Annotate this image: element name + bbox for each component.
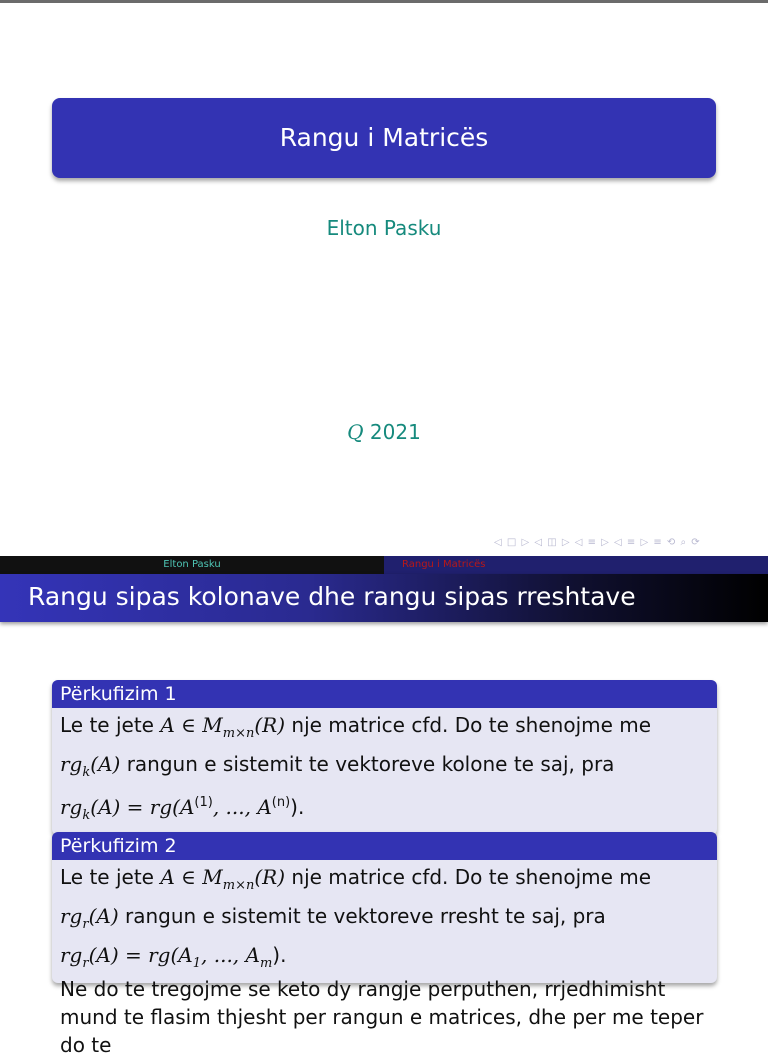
- def2-line2: $rg_r(A)$ rangun e sistemit te vektoreve rresht te saj, pra: [60, 904, 606, 932]
- frame-title: Rangu sipas kolonave dhe rangu sipas rreshtave: [0, 574, 768, 622]
- definition-2-title: Përkufizim 2: [52, 832, 717, 860]
- definition-1-body: [52, 708, 717, 835]
- footer-title: Rangu i Matricës: [384, 556, 768, 574]
- q-symbol: Q: [347, 420, 364, 444]
- footer-author: Elton Pasku: [0, 556, 384, 574]
- definition-2-body: [52, 860, 717, 983]
- body-paragraph: Ne do te tregojme se keto dy rangje perputhen, rrjedhimisht mund te flasim thjesht per rangun e matrices, dhe per me teper do te: [60, 977, 704, 1057]
- def2-line3: $rg_r(A) = rg(A_1$, ..., $A_m$).: [60, 943, 287, 971]
- year: 2021: [369, 420, 421, 444]
- definition-block-1: [52, 680, 717, 835]
- date-line: [0, 420, 768, 444]
- def1-line2: $rg_k(A)$ rangun e sistemit te vektoreve kolone te saj, pra: [60, 752, 615, 780]
- beamer-navigation-icons[interactable]: ◁ □ ▷ ◁ ◫ ▷ ◁ ≡ ▷ ◁ ≡ ▷ ≡ ⟲ ⌕ ⟳: [494, 537, 701, 548]
- definition-block-2: [52, 832, 717, 983]
- def2-line1: Le te jete A ∈ $M_{m\times n}(R)$ nje matrice cfd. Do te shenojme me: [60, 865, 652, 893]
- author-name: Elton Pasku: [326, 216, 442, 240]
- definition-1-title: Përkufizim 1: [52, 680, 717, 708]
- def1-line3: $rg_k(A) = rg(A^{(1)}$, ..., $A^{(n)}$).: [60, 795, 305, 823]
- slide-title: Rangu i Matricës: [52, 98, 716, 178]
- def1-line1: Le te jete A ∈ $M_{m\times n}(R)$ nje matrice cfd. Do te shenojme me: [60, 713, 652, 741]
- footline: [0, 556, 768, 574]
- top-border-line: [0, 0, 768, 3]
